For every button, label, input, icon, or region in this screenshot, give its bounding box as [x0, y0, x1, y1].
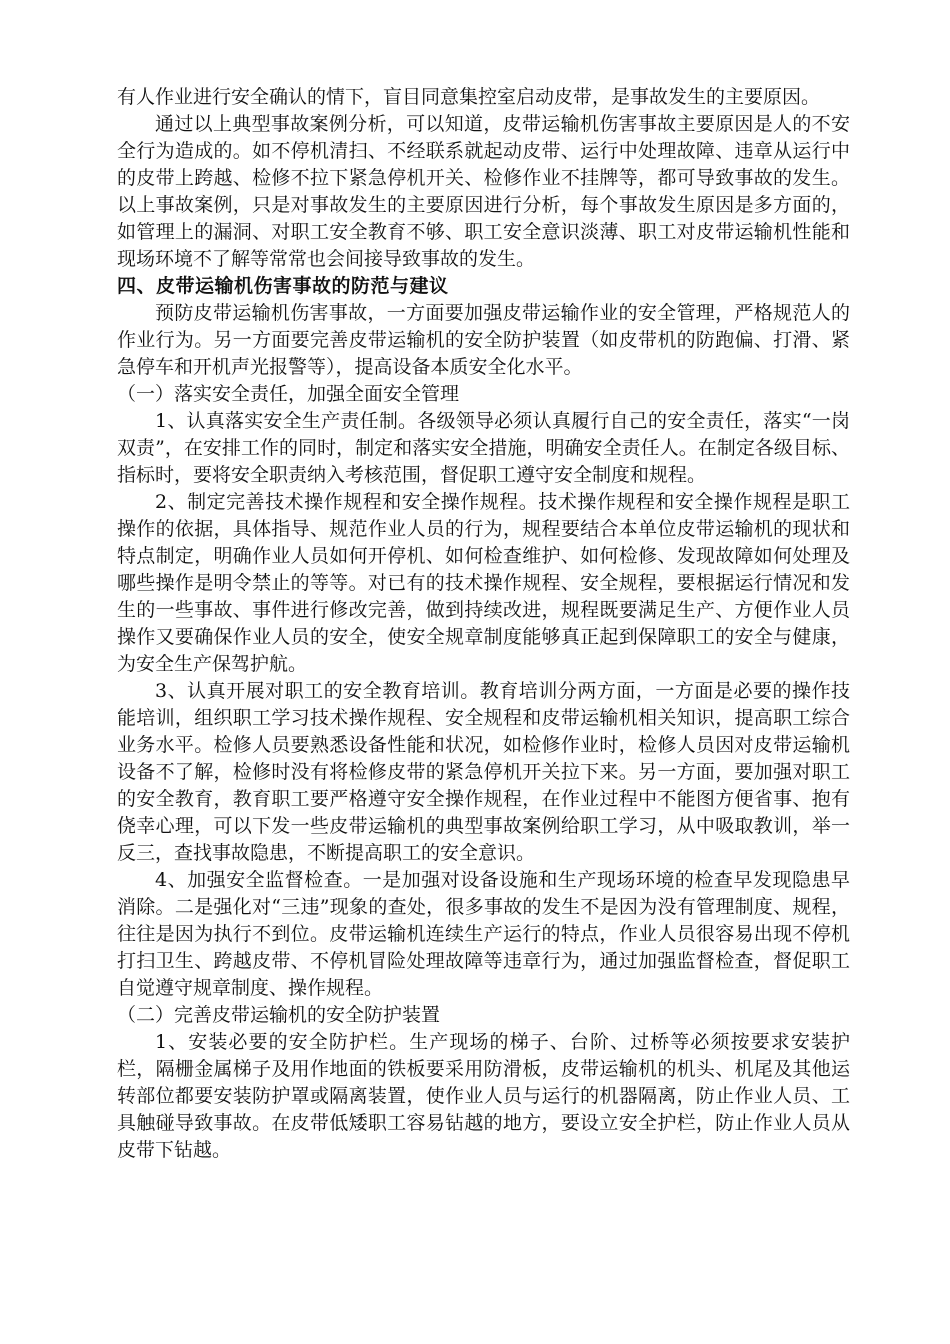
paragraph-item-1-guardrails: 1、安装必要的安全防护栏。生产现场的梯子、台阶、过桥等必须按要求安装护栏，隔栅金属梯子及用作地面的铁板要采用防滑板，皮带运输机的机头、机尾及其他运转部位都要安装防护罩或隔离装置，使作业人员与运行的机器隔离，防止作业人员、工具触碰导致事故。在皮带低矮职工容易钻越的地方，要设立安全护栏，防止作业人员从皮带下钻越。 — [117, 1031, 850, 1161]
document-page — [117, 84, 850, 1164]
subheading-protective-devices: （二）完善皮带运输机的安全防护装置 — [117, 1004, 441, 1026]
paragraph-item-1-responsibility: 1、认真落实安全生产责任制。各级领导必须认真履行自己的安全责任，落实“一岗双责”，在安排工作的同时，制定和落实安全措施，明确安全责任人。在制定各级目标、指标时，要将安全职责纳入考核范围，督促职工遵守安全制度和规程。 — [117, 410, 850, 486]
paragraph-continuation: 有人作业进行安全确认的情下，盲目同意集控室启动皮带，是事故发生的主要原因。 — [117, 86, 821, 108]
paragraph-item-4-inspection: 4、加强安全监督检查。一是加强对设备设施和生产现场环境的检查早发现隐患早消除。二是强化对“三违”现象的查处，很多事故的发生不是因为没有管理制度、规程，往往是因为执行不到位。皮带运输机连续生产运行的特点，作业人员很容易出现不停机打扫卫生、跨越皮带、不停机冒险处理故障等违章行为，通过加强监督检查，督促职工自觉遵守规章制度、操作规程。 — [117, 869, 850, 999]
paragraph-item-3-training: 3、认真开展对职工的安全教育培训。教育培训分两方面，一方面是必要的操作技能培训，组织职工学习技术操作规程、安全规程和皮带运输机相关知识，提高职工综合业务水平。检修人员要熟悉设备性能和状况，如检修作业时，检修人员因对皮带运输机设备不了解，检修时没有将检修皮带的紧急停机开关拉下来。另一方面，要加强对职工的安全教育，教育职工要严格遵守安全操作规程，在作业过程中不能图方便省事、抱有侥幸心理，可以下发一些皮带运输机的典型事故案例给职工学习，从中吸取教训，举一反三，查找事故隐患，不断提高职工的安全意识。 — [117, 680, 850, 864]
subheading-safety-responsibility: （一）落实安全责任，加强全面安全管理 — [117, 383, 460, 405]
paragraph-case-analysis: 通过以上典型事故案例分析，可以知道，皮带运输机伤害事故主要原因是人的不安全行为造成的。如不停机清扫、不经联系就起动皮带、运行中处理故障、违章从运行中的皮带上跨越、检修不拉下紧急停机开关、检修作业不挂牌等，都可导致事故的发生。以上事故案例，只是对事故发生的主要原因进行分析，每个事故发生原因是多方面的，如管理上的漏洞、对职工安全教育不够、职工安全意识淡薄、职工对皮带运输机性能和现场环境不了解等常常也会间接导致事故的发生。 — [117, 113, 850, 270]
paragraph-prevention-intro: 预防皮带运输机伤害事故，一方面要加强皮带运输作业的安全管理，严格规范人的作业行为。另一方面要完善皮带运输机的安全防护装置（如皮带机的防跑偏、打滑、紧急停车和开机声光报警等），提高设备本质安全化水平。 — [117, 302, 850, 378]
section-heading-prevention: 四、皮带运输机伤害事故的防范与建议 — [117, 275, 449, 297]
paragraph-item-2-procedures: 2、制定完善技术操作规程和安全操作规程。技术操作规程和安全操作规程是职工操作的依据，具体指导、规范作业人员的行为，规程要结合本单位皮带运输机的现状和特点制定，明确作业人员如何开停机、如何检查维护、如何检修、发现故障如何处理及哪些操作是明令禁止的等等。对已有的技术操作规程、安全规程，要根据运行情况和发生的一些事故、事件进行修改完善，做到持续改进，规程既要满足生产、方便作业人员操作又要确保作业人员的安全，使安全规章制度能够真正起到保障职工的安全与健康，为安全生产保驾护航。 — [117, 491, 850, 675]
